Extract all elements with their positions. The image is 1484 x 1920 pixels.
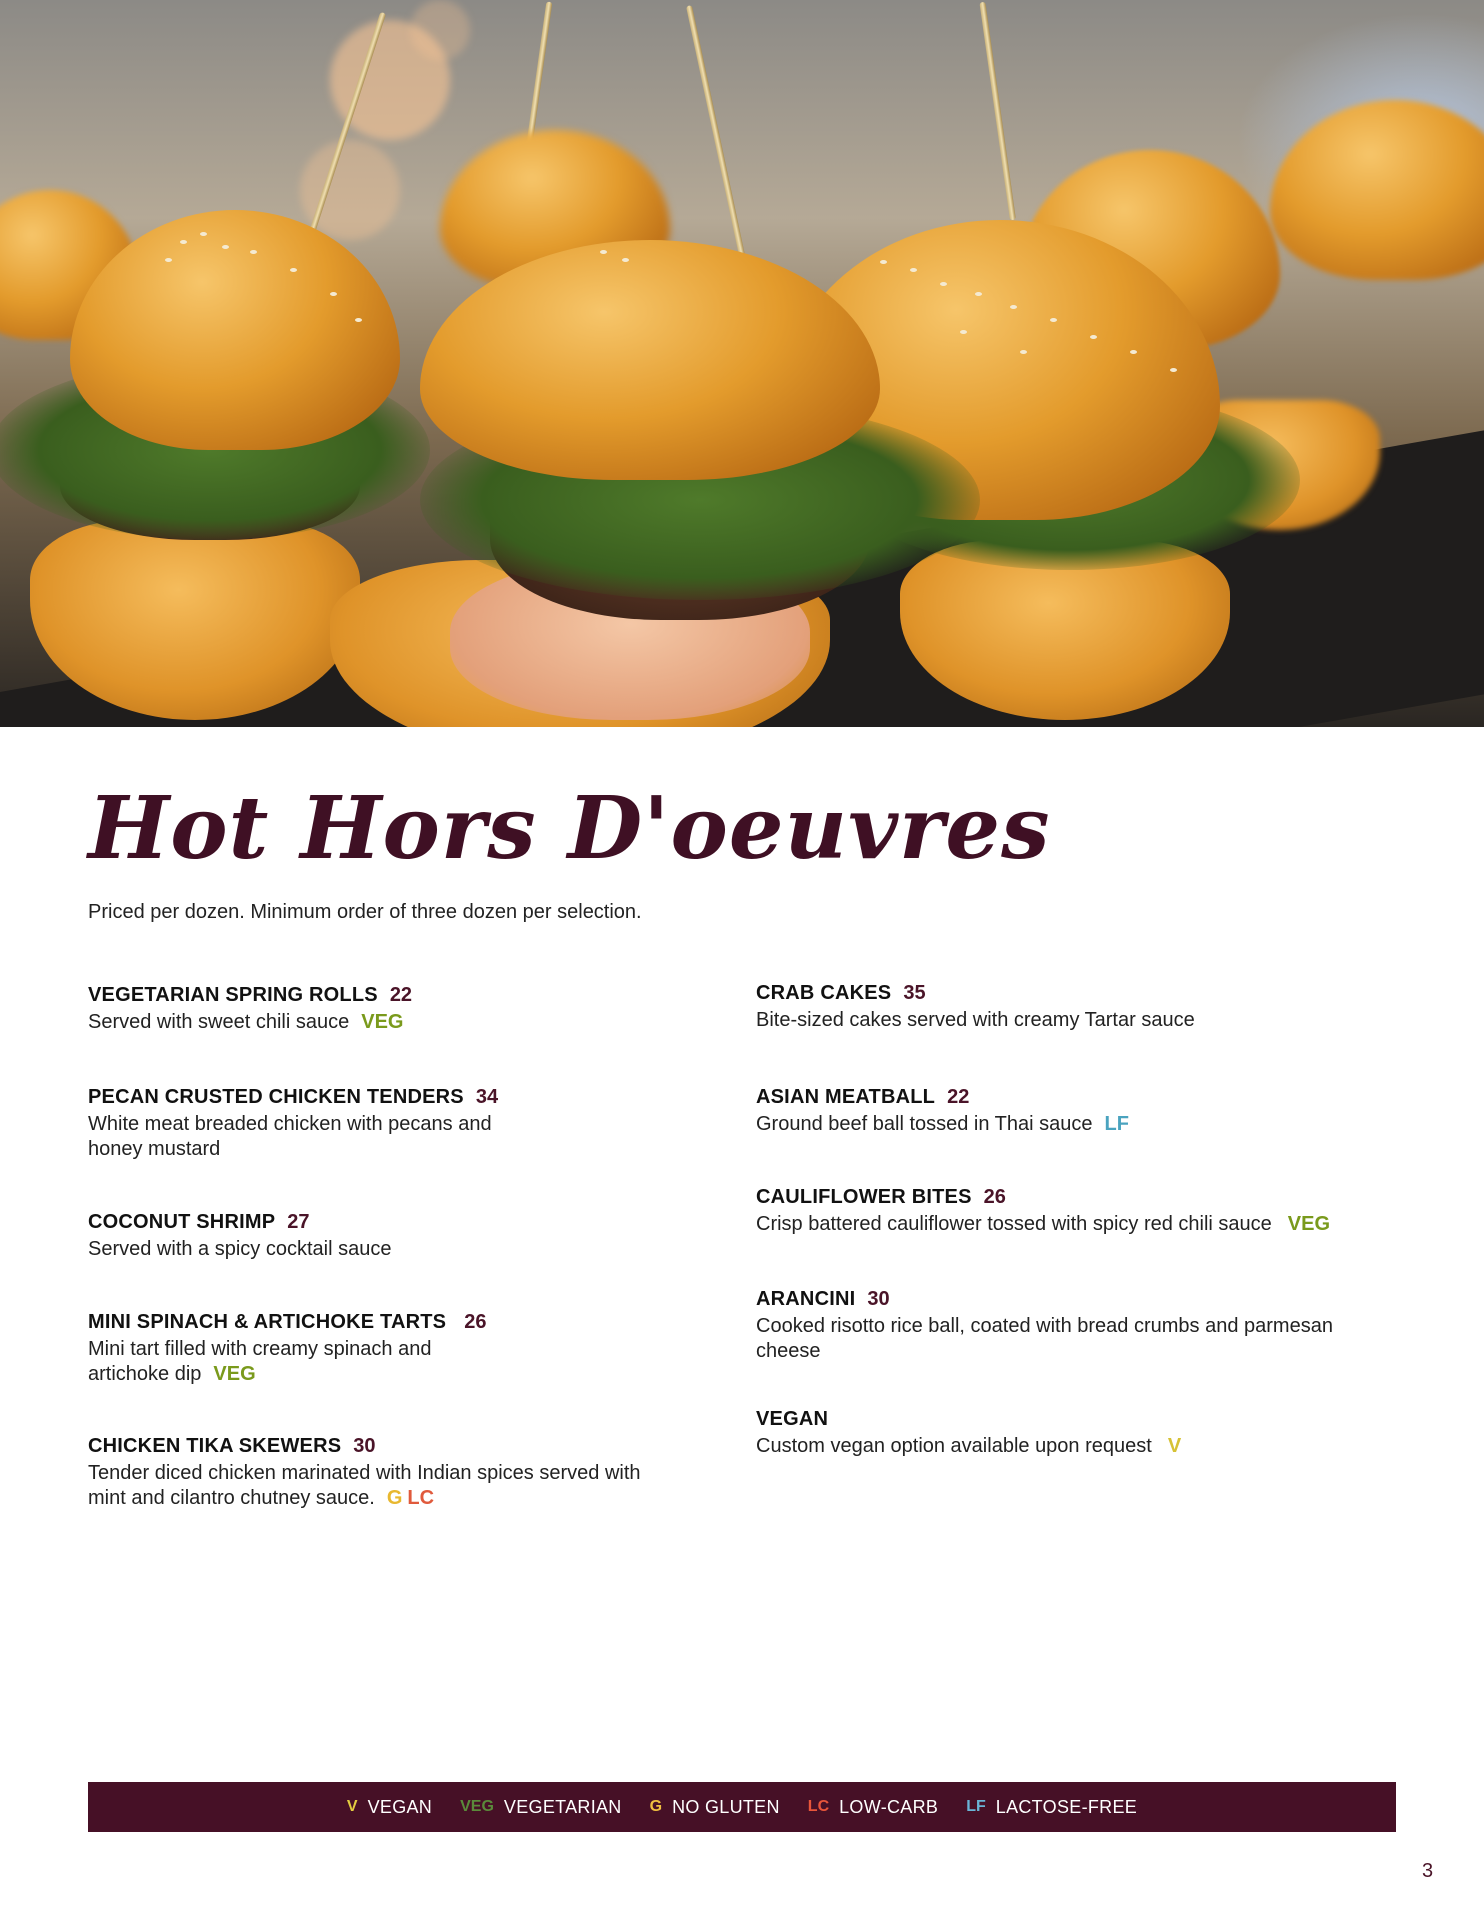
- item-price: 26: [464, 1311, 487, 1333]
- legend-code: V: [346, 1798, 358, 1815]
- item-price: 27: [287, 1211, 310, 1233]
- intro-text: Priced per dozen. Minimum order of three dozen per selection.: [88, 901, 642, 923]
- dietary-tag: VEG: [213, 1363, 256, 1385]
- menu-item: [756, 1186, 1376, 1237]
- menu-item: [756, 1288, 1376, 1364]
- item-name: VEGETARIAN SPRING ROLLS: [88, 984, 378, 1006]
- item-name: PECAN CRUSTED CHICKEN TENDERS: [88, 1086, 464, 1108]
- legend-label: NO GLUTEN: [672, 1796, 780, 1817]
- legend-label: VEGAN: [367, 1796, 433, 1817]
- item-description: Mini tart filled with creamy spinach and artichoke dip VEG: [88, 1338, 432, 1385]
- item-price: 22: [389, 984, 413, 1006]
- hero-photo: [0, 0, 1484, 727]
- menu-item: [88, 1086, 708, 1162]
- legend-label: VEGETARIAN: [503, 1796, 622, 1817]
- legend-code: VEG: [460, 1798, 494, 1815]
- legend-entry-lactose-free: [966, 1797, 1137, 1818]
- legend-code: LF: [966, 1798, 986, 1815]
- item-name: VEGAN: [756, 1408, 829, 1430]
- item-price: 35: [903, 982, 926, 1004]
- legend-code: LC: [807, 1798, 830, 1815]
- legend-entry-no-gluten: [650, 1797, 780, 1818]
- menu-item: [756, 1408, 1376, 1459]
- menu-item: [88, 1211, 708, 1262]
- item-description: Ground beef ball tossed in Thai sauce LF: [756, 1113, 1129, 1135]
- item-name: ASIAN MEATBALL: [756, 1086, 936, 1108]
- item-description: Cooked risotto rice ball, coated with bread crumbs and parmesan cheese: [756, 1315, 1333, 1362]
- item-price: 22: [947, 1086, 970, 1108]
- dietary-tag: G: [386, 1487, 403, 1509]
- menu-item: [756, 982, 1376, 1033]
- item-name: MINI SPINACH & ARTICHOKE TARTS: [88, 1311, 447, 1333]
- item-name: CHICKEN TIKA SKEWERS: [88, 1435, 342, 1457]
- dietary-tag: VEG: [1287, 1213, 1331, 1235]
- item-name: CRAB CAKES: [756, 982, 892, 1004]
- item-name: COCONUT SHRIMP: [88, 1211, 276, 1233]
- item-description: Bite-sized cakes served with creamy Tartar sauce: [756, 1009, 1195, 1031]
- item-description: Custom vegan option available upon request V: [756, 1435, 1182, 1457]
- legend-code: G: [649, 1798, 663, 1815]
- legend-label: LOW-CARB: [839, 1796, 939, 1817]
- page-title: Hot Hors D'oeuvres: [88, 778, 1051, 879]
- item-description: Served with sweet chili sauce VEG: [88, 1011, 404, 1033]
- legend-label: LACTOSE-FREE: [995, 1796, 1138, 1817]
- dietary-legend: [88, 1782, 1396, 1832]
- legend-entry-low-carb: [808, 1797, 938, 1818]
- menu-item: [88, 1311, 708, 1387]
- dietary-tag: LC: [407, 1487, 435, 1509]
- dietary-tag: VEG: [361, 1011, 404, 1033]
- item-description: Crisp battered cauliflower tossed with spicy red chili sauce VEG: [756, 1213, 1331, 1235]
- menu-item: [756, 1086, 1376, 1137]
- item-description: Served with a spicy cocktail sauce: [88, 1238, 392, 1260]
- item-price: 26: [983, 1186, 1006, 1208]
- menu-item: [88, 984, 708, 1035]
- item-description: Tender diced chicken marinated with Indian spices served with mint and cilantro chutney sauce. G LC: [88, 1462, 641, 1509]
- item-name: CAULIFLOWER BITES: [756, 1186, 972, 1208]
- item-price: 30: [867, 1288, 890, 1310]
- legend-entry-vegan: [347, 1797, 432, 1818]
- dietary-tag: V: [1167, 1435, 1182, 1457]
- item-price: 30: [353, 1435, 376, 1457]
- dietary-tag: LF: [1104, 1113, 1129, 1135]
- legend-entry-vegetarian: [460, 1797, 622, 1818]
- menu-item: [88, 1435, 728, 1511]
- item-description: White meat breaded chicken with pecans and honey mustard: [88, 1113, 492, 1160]
- item-name: ARANCINI: [756, 1288, 856, 1310]
- page-number: 3: [1422, 1860, 1434, 1882]
- item-price: 34: [475, 1086, 499, 1108]
